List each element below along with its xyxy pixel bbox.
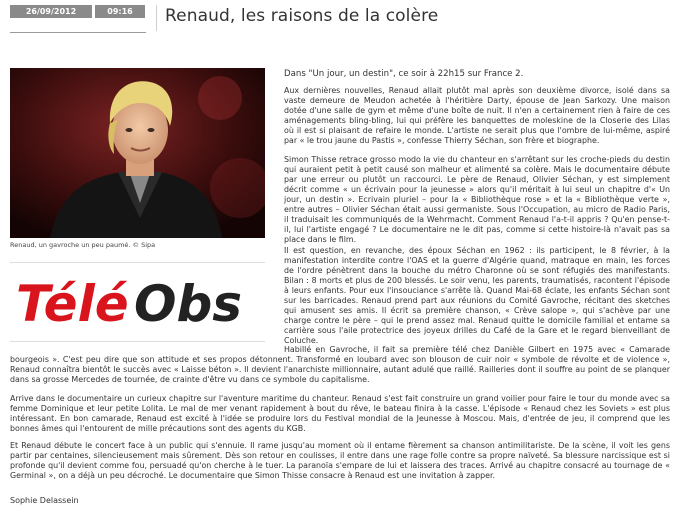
teleobs-logo-mark	[16, 271, 261, 333]
article-signature: Sophie Delassein	[10, 496, 79, 505]
paragraph-text: Simon Thisse retrace grosso modo la vie du chanteur en s'arrêtant sur les croche-pieds du destin qui auraient petit à petit causé son malheur et alimenté sa colère. Mais le documentaire débute par une erreur ou plutôt un raccourci. Le père de Renaud, Olivier Séchan, y est simplement décrit comme « un écrivain pour la jeunesse » alors qu'il méritait à lui seul un chapitre d'« Un jour, un destin ». Ecrivain pluriel – pour la « Bibliothèque rose » et la « Bibliothèque verte », entre autres – Olivier Séchan était aussi germaniste. Sous l'Occupation, au micro de Radio Paris, il traduisait les communiqués de la Wehrmacht. Comment Renaud l'a-t-il appris ? Qu'en pense-t-il, lui l'artiste engagé ? Le documentaire ne le dit pas, comme si cette histoire-là n'avait pas sa place dans le film.	[284, 155, 670, 244]
paragraph-text: Aux dernières nouvelles, Renaud allait plutôt mal après son deuxième divorce, isolé dans sa vaste demeure de Meudon achetée à l'héritière Darty, épouse de Jean Sarkozy. Une maison dotée d'une salle de gym et même d'une boîte de nuit. Il n'en a certainement rien à faire de ces aménagements bling-bling, lui qui préfère les banquettes de moleskine de la Closerie des Lilas où il est si plaisant de refaire le monde. L'artiste ne serait plus que l'ombre de lui-même, aspiré par « le trou jaune du Pastis », confesse Thierry Séchan, son frère et biographe.	[284, 86, 670, 145]
logo-obs-text: Obs	[134, 275, 243, 333]
article-paragraph-2	[284, 155, 670, 245]
article-intro: Dans "Un jour, un destin", ce soir à 22h15 sur France 2.	[284, 69, 524, 79]
article-paragraph-4	[10, 345, 670, 385]
article-paragraph-1	[284, 86, 670, 146]
article-paragraph-3	[284, 246, 670, 346]
paragraph-text: Il est question, en revanche, des époux Séchan en 1962 : ils participent, le 8 février, à la manifestation interdite contre l'OAS et la guerre d'Algérie quand, matraque en main, les forces de l'ordre pénètrent dans la bouche du métro Charonne où se sont réfugiés des manifestants. Bilan : 8 morts et plus de 200 blessés. Le soir venu, les parents, traumatisés, racontent l'épisode à leurs enfants. Pour eux l'insouciance s'arrête là. Quand Mai-68 éclate, les enfants Séchan sont sur les barricades. Renaud prend part aux réunions du Comité Gavroche, récitant des sketches qui amusent ses amis. Il écrit sa première chanson, « Crève salope », qui s'achève par une charge contre le père – qui le prend assez mal. Renaud quitte le domicile familial et entame sa carrière sous l'aile protectrice des joyeux drilles du Café de la Gare et le regard bienveillant de Coluche.	[284, 246, 670, 345]
paragraph-text: Arrive dans le documentaire un curieux chapitre sur l'aventure maritime du chanteur. Renaud s'est fait construire un grand voilier pour faire le tour du monde avec sa femme Dominique et leur petite Lolita. Le mal de mer venant rapidement à bout du rêve, le bateau finira à la casse. L'épisode « Renaud chez les Soviets » est plus intéressant. En bon camarade, Renaud est excité à l'idée se produire lors du Festival mondial de la Jeunesse à Moscou. Mais, d'entrée de jeu, il comprend que les bonnes âmes qui l'entourent de mille précautions sont des agents du KGB.	[10, 394, 670, 433]
logo-tele-text: Télé	[16, 275, 129, 333]
article-paragraph-5	[10, 394, 670, 434]
photo-caption: Renaud, un gavroche un peu paumé. © Sipa	[10, 241, 156, 249]
paragraph-text: Habillé en Gavroche, il fait sa première télé chez Danièle Gilbert en 1975 avec « Camarade bourgeois ». C'est peu dire que son attitude et ses propos détonnent. Transformé en loubard avec son blouson de cuir noir « symbole de révolte et de violence », Renaud connaîtra bientôt le succès avec « Laisse béton ». Il devient l'anarchiste millionnaire, autant adulé que raillé. Railleries dont il souffre au point de se planquer dans sa grosse Mercedes de tournée, de crainte d'être vu dans ce symbole du capitalisme.	[10, 345, 670, 384]
article-photo	[10, 68, 265, 238]
article-paragraph-6	[10, 441, 670, 481]
date-badge: 26/09/2012	[10, 5, 92, 18]
article-header	[0, 0, 676, 34]
paragraph-text: Et Renaud débute le concert face à un public qui s'ennuie. Il rame jusqu'au moment où il entame fièrement sa chanson antimilitariste. De la scène, il voit les gens partir par centaines, silencieusement mais sûrement. Dès son retour en coulisses, il entre dans une rage folle contre sa propre naïveté. Sa blessure narcissique est si profonde qu'il devient comme fou, persuadé qu'on cherche à le tuer. La paranoïa s'empare de lui et laissera des traces. Arrivé au chapitre consacré au tournage de « Germinal », on a déjà un peu décroché. Le documentaire que Simon Thisse consacre à Renaud est une invitation à zapper.	[10, 441, 670, 480]
teleobs-logo	[10, 262, 265, 342]
portrait-illustration	[10, 68, 265, 238]
article-title: Renaud, les raisons de la colère	[165, 6, 439, 26]
header-rule	[10, 32, 146, 33]
time-badge: 09:16	[95, 5, 145, 18]
header-separator	[156, 5, 157, 31]
